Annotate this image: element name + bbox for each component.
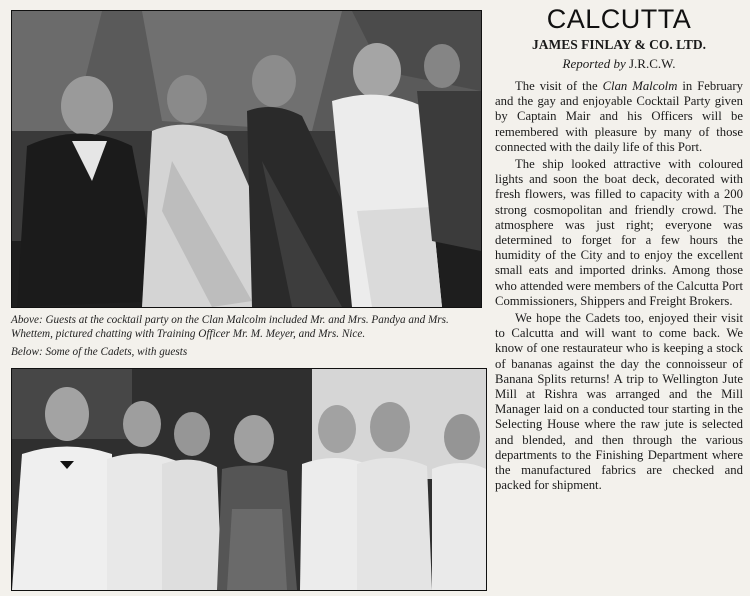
- byline-prefix: Reported by: [562, 56, 626, 71]
- byline-author: J.R.C.W.: [628, 56, 676, 71]
- paragraph-1-end: in February and the gay and enjoyable Cocktail Party given by Captain Mair and his Officers will be remembered with pleasure by many of those connected with the daily life of this Port.: [495, 79, 743, 154]
- paragraph-3: We hope the Cadets too, enjoyed their visit to Calcutta and will want to come back. We know of one restaurateur who is keeping a stock of bananas against the day the connoisseur of Banana Splits returns! A trip to Wellington Jute Mill at Rishra was arranged and the Mill Manager laid on a conducted tour starting in the Selecting House where the raw jute is selected and blended, and then through the various departments to the Finishing Department where the manufactured fabrics are checked and packed for shipment.: [495, 311, 743, 493]
- paragraph-2: The ship looked attractive with coloured lights and soon the boat deck, decorated with fresh flowers, was filled to capacity with a 200 strong cosmopolitan and friendly crowd. The atmosphere was just right; everyone was determined to forget for a few hours the humidity of the City and to enjoy the excellent small eats and imported drinks. Among those who attended were members of the Calcutta Port Commissioners, Shippers and Freight Brokers.: [495, 157, 743, 308]
- top-photo-caption: Above: Guests at the cocktail party on the Clan Malcolm included Mr. and Mrs. Pandya and Mrs. Whettem, pictured chatting with Training Officer Mr. M. Meyer, and Mrs. Nice.: [11, 314, 449, 340]
- cocktail-party-photo: [11, 10, 482, 308]
- article-headline: CALCUTTA: [546, 4, 692, 34]
- byline: [495, 56, 743, 72]
- paragraph-1: [495, 79, 743, 155]
- article-body: [495, 79, 743, 495]
- ship-name: Clan Malcolm: [602, 79, 678, 93]
- paragraph-1-start: The visit of the: [515, 79, 603, 93]
- cadets-photo: [11, 368, 487, 591]
- company-name: JAMES FINLAY & CO. LTD.: [531, 37, 707, 52]
- bottom-photo-caption: Below: Some of the Cadets, with guests: [11, 346, 188, 358]
